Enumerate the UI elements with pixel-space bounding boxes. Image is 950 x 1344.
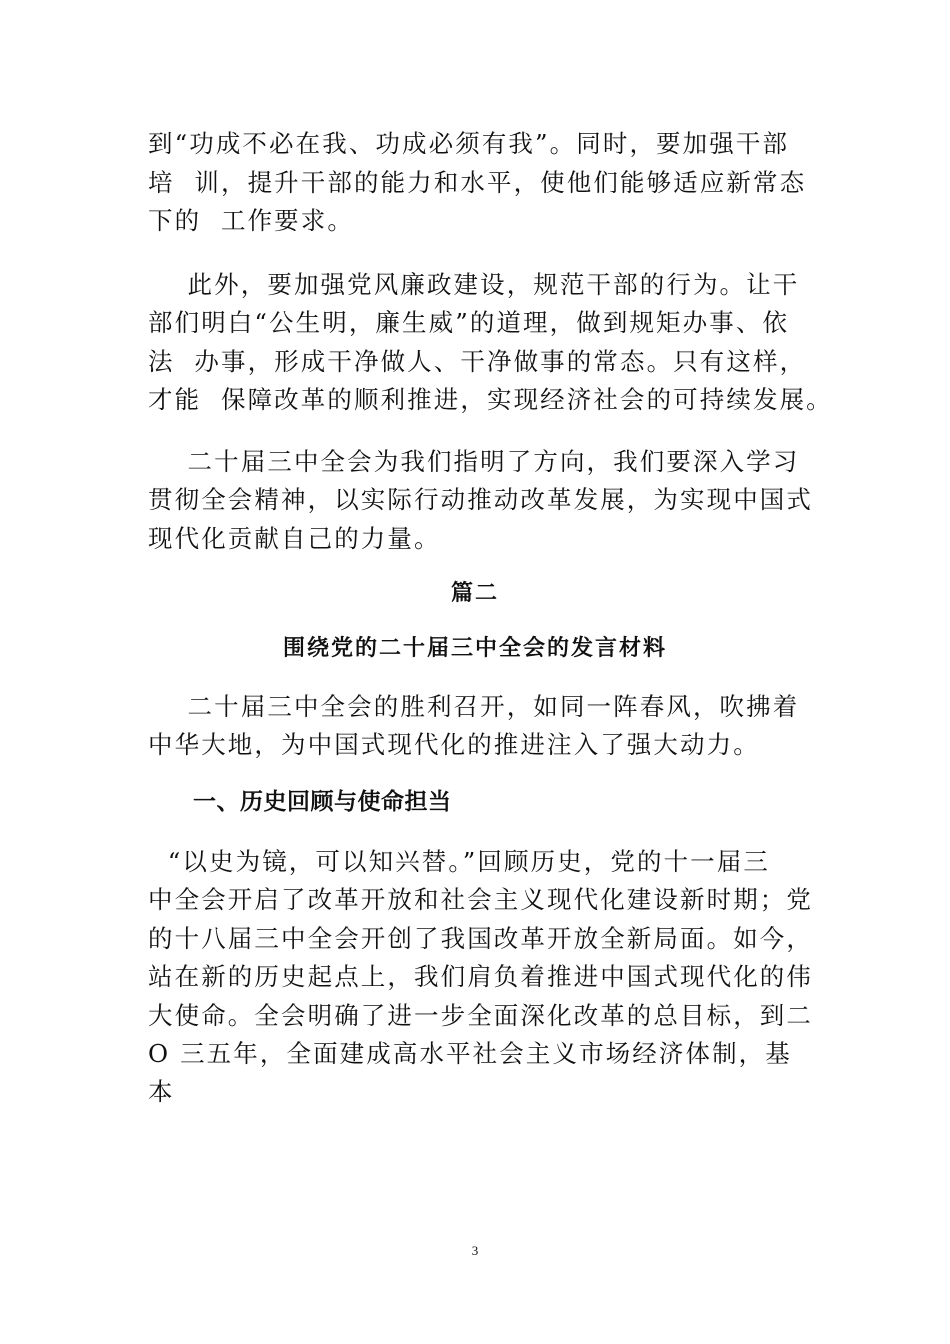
paragraph-line: 站在新的历史起点上，我们肩负着推进中国式现代化的伟 xyxy=(148,962,813,991)
paragraph-line: O 三五年，全面建成高水平社会主义市场经济体制，基 xyxy=(148,1039,792,1068)
paragraph-line: 中华大地，为中国式现代化的推进注入了强大动力。 xyxy=(148,730,760,759)
paragraph-line: 贯彻全会精神，以实际行动推动改革发展，为实现中国式 xyxy=(148,485,813,514)
section-heading: 一、历史回顾与使命担当 xyxy=(193,789,452,815)
paragraph-line: 下的 工作要求。 xyxy=(148,206,354,235)
paragraph-line: 才能 保障改革的顺利推进，实现经济社会的可持续发展。 xyxy=(148,385,833,414)
paragraph-line: 培 训，提升干部的能力和水平，使他们能够适应新常态 xyxy=(148,168,807,197)
paragraph-line: 的十八届三中全会开创了我国改革开放全新局面。如今， xyxy=(148,924,813,953)
paragraph-line: 部们明白“公生明，廉生威”的道理，做到规矩办事、依 xyxy=(148,308,790,337)
article-title: 围绕党的二十届三中全会的发言材料 xyxy=(282,635,667,661)
paragraph-line: 中全会开启了改革开放和社会主义现代化建设新时期；党 xyxy=(148,885,813,914)
page-number: 3 xyxy=(471,1243,479,1258)
part-label: 篇二 xyxy=(450,580,499,606)
paragraph-line: 本 xyxy=(148,1077,175,1106)
paragraph-line: “以史为镜，可以知兴替。”回顾历史，党的十一届三 xyxy=(148,847,770,876)
paragraph-line: 大使命。全会明确了进一步全面深化改革的总目标，到二 xyxy=(148,1001,813,1030)
paragraph-line: 法 办事，形成干净做人、干净做事的常态。只有这样， xyxy=(148,347,807,376)
paragraph-line: 现代化贡献自己的力量。 xyxy=(148,524,441,553)
paragraph-line: 到“功成不必在我、功成必须有我”。同时，要加强干部 xyxy=(148,129,790,158)
paragraph-line: 二十届三中全会的胜利召开，如同一阵春风，吹拂着 xyxy=(148,692,800,721)
paragraph-line: 二十届三中全会为我们指明了方向，我们要深入学习 xyxy=(148,447,800,476)
paragraph-line: 此外，要加强党风廉政建设，规范干部的行为。让干 xyxy=(148,270,800,299)
